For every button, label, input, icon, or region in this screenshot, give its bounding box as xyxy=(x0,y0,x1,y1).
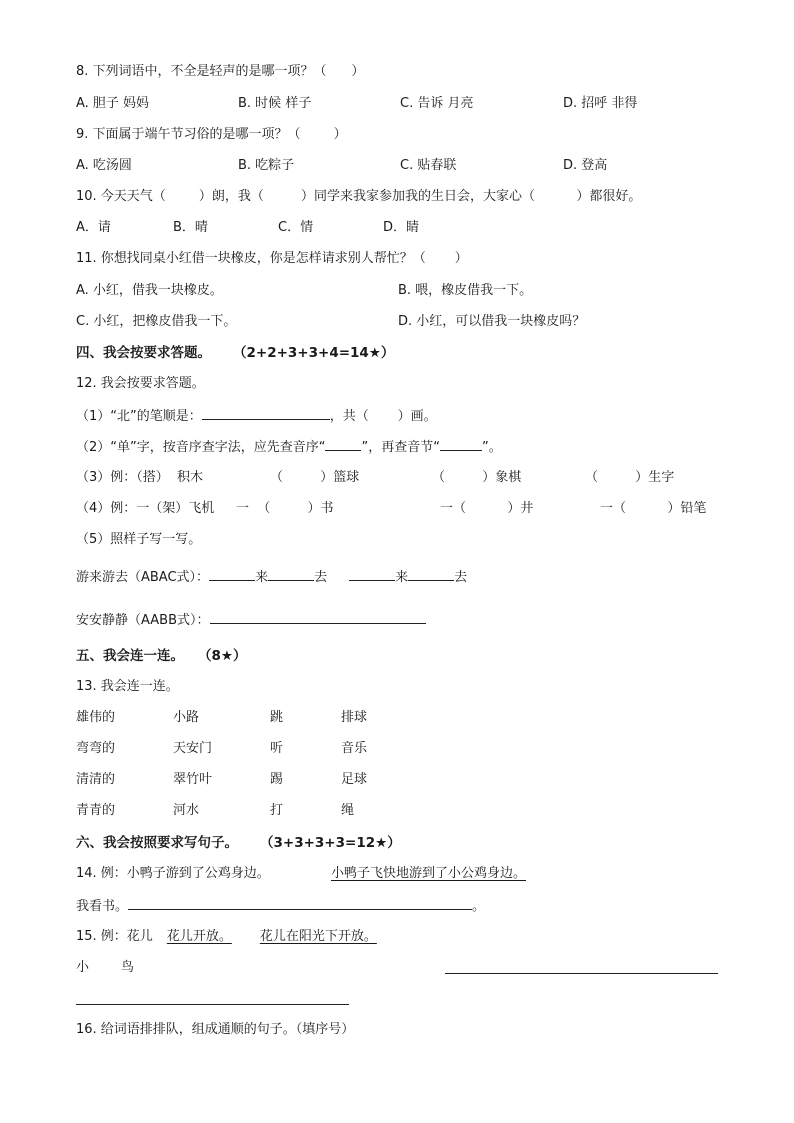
q13-col4-item[interactable]: 音乐 xyxy=(341,741,368,756)
q14-example: 14. 例：小鸭子游到了公鸡身边。 xyxy=(76,866,270,881)
q10-option-d: D．睛 xyxy=(383,220,420,235)
q13-col4-item[interactable]: 排球 xyxy=(341,710,368,725)
abac-blank-2[interactable] xyxy=(268,568,314,581)
q15-example-word: 15. 例：花儿 xyxy=(76,929,153,944)
aabb-label: 安安静静（AABB式）： xyxy=(76,613,210,628)
q11-stem: 11. 你想找同桌小红借一块橡皮，你是怎样请求别人帮忙？（ ） xyxy=(76,251,468,266)
abac-label: 游来游去（ABAC式）： xyxy=(76,570,210,585)
abac-blank-1[interactable] xyxy=(209,568,255,581)
aabb-row xyxy=(76,611,426,630)
q13-col2-item[interactable]: 小路 xyxy=(173,710,200,725)
q13-col1-item[interactable]: 清清的 xyxy=(76,772,116,787)
q13-col3-item[interactable]: 打 xyxy=(270,803,284,818)
q12-part3-item1: （ ）篮球 xyxy=(270,470,360,485)
q14-task-row xyxy=(76,897,485,916)
q12-part4-item2: 一（ ）井 xyxy=(440,501,534,516)
stroke-order-blank[interactable] xyxy=(202,407,330,420)
abac-qu-1: 去 xyxy=(314,570,328,585)
section-4-title: 四、我会按要求答题。 xyxy=(76,345,211,361)
q13-col4-item[interactable]: 足球 xyxy=(341,772,368,787)
q8-option-b: B. 时候 样子 xyxy=(238,96,312,111)
abac-row xyxy=(76,568,467,587)
aabb-blank[interactable] xyxy=(210,611,426,624)
q10-stem: 10. 今天天气（ ）朗，我（ ）同学来我家参加我的生日会，大家心（ ）都很好。 xyxy=(76,189,642,204)
q11-option-c: C. 小红，把橡皮借我一下。 xyxy=(76,314,237,329)
q9-option-a: A. 吃汤圆 xyxy=(76,158,132,173)
q12-part3-item3: （ ）生字 xyxy=(585,470,675,485)
section-5-heading xyxy=(76,647,247,665)
q11-option-b: B. 喂，橡皮借我一下。 xyxy=(398,283,533,298)
section-6-score: （3+3+3+3=12★） xyxy=(260,835,401,851)
q15-answer-line-1[interactable] xyxy=(445,973,718,974)
q13-col1-item[interactable]: 弯弯的 xyxy=(76,741,116,756)
q12-part3-example: （3）例：（搭） 积木 xyxy=(76,470,204,485)
q15-example-short: 花儿开放。 xyxy=(166,929,232,944)
section-6-title: 六、我会按照要求写句子。 xyxy=(76,835,238,851)
q13-col1-item[interactable]: 青青的 xyxy=(76,803,116,818)
q8-option-c: C. 告诉 月亮 xyxy=(400,96,474,111)
abac-blank-4[interactable] xyxy=(408,568,454,581)
section-6-heading xyxy=(76,834,401,852)
section-5-title: 五、我会连一连。 xyxy=(76,648,184,664)
q11-option-a: A. 小红，借我一块橡皮。 xyxy=(76,283,223,298)
q15-bird-1: 小 xyxy=(76,960,90,975)
q12-part2-middle: ”，再查音节“ xyxy=(361,440,440,455)
abac-qu-2: 去 xyxy=(454,570,468,585)
q15-answer-line-2[interactable] xyxy=(76,1004,349,1005)
q12-part5: （5）照样子写一写。 xyxy=(76,532,202,547)
q15-bird-2: 鸟 xyxy=(121,960,135,975)
q12-part3-item2: （ ）象棋 xyxy=(432,470,522,485)
q12-part1-suffix: ，共（ ）画。 xyxy=(329,409,437,424)
q12-part2-prompt: （2）“单”字，按音序查字法，应先查音序“ xyxy=(76,440,326,455)
q13-col3-item[interactable]: 跳 xyxy=(270,710,284,725)
q8-option-d: D. 招呼 非得 xyxy=(563,96,638,111)
q11-option-d: D. 小红，可以借我一块橡皮吗？ xyxy=(398,314,586,329)
phonetic-order-blank[interactable] xyxy=(325,438,361,451)
abac-lai-1: 来 xyxy=(255,570,269,585)
q15-example-row xyxy=(76,928,377,946)
q12-part1 xyxy=(76,407,437,426)
syllable-blank[interactable] xyxy=(440,438,482,451)
q8-option-a: A. 胆子 妈妈 xyxy=(76,96,150,111)
q13-col3-item[interactable]: 听 xyxy=(270,741,284,756)
q13-col1-item[interactable]: 雄伟的 xyxy=(76,710,116,725)
q12-part4-example: （4）例：一（架）飞机 xyxy=(76,501,215,516)
q14-period: 。 xyxy=(472,899,486,914)
q12-part2 xyxy=(76,438,502,457)
q15-example-long: 花儿在阳光下开放。 xyxy=(259,929,377,944)
section-5-score: （8★） xyxy=(198,648,247,664)
q13-col2-item[interactable]: 翠竹叶 xyxy=(173,772,213,787)
q10-option-a: A．请 xyxy=(76,220,111,235)
q12-part4-item1: 一 （ ）书 xyxy=(236,501,334,516)
q12-part1-prompt: （1）“北”的笔顺是： xyxy=(76,409,202,424)
q16-stem: 16. 给词语排排队，组成通顺的句子。（填序号） xyxy=(76,1022,355,1037)
q13-col4-item[interactable]: 绳 xyxy=(341,803,355,818)
q10-option-b: B．晴 xyxy=(173,220,208,235)
q12-part2-suffix: ”。 xyxy=(481,440,502,455)
q8-stem: 8. 下列词语中，不全是轻声的是哪一项？（ ） xyxy=(76,64,365,79)
abac-lai-2: 来 xyxy=(395,570,409,585)
q9-option-b: B. 吃粽子 xyxy=(238,158,295,173)
section-4-heading xyxy=(76,344,394,362)
abac-blank-3[interactable] xyxy=(349,568,395,581)
q13-col3-item[interactable]: 踢 xyxy=(270,772,284,787)
q13-col2-item[interactable]: 河水 xyxy=(173,803,200,818)
q10-option-c: C．情 xyxy=(278,220,314,235)
q14-example-answer: 小鸭子飞快地游到了小公鸡身边。 xyxy=(331,866,527,881)
q14-task: 我看书。 xyxy=(76,899,129,914)
q13-col2-item[interactable]: 天安门 xyxy=(173,741,213,756)
q9-option-c: C. 贴春联 xyxy=(400,158,457,173)
section-4-score: （2+2+3+3+4=14★） xyxy=(233,345,395,361)
q9-stem: 9. 下面属于端午节习俗的是哪一项？（ ） xyxy=(76,127,347,142)
q14-answer-blank[interactable] xyxy=(128,897,472,910)
q13-stem: 13. 我会连一连。 xyxy=(76,679,179,694)
q12-stem: 12. 我会按要求答题。 xyxy=(76,376,205,391)
q12-part4-item3: 一（ ）铅笔 xyxy=(600,501,707,516)
q9-option-d: D. 登高 xyxy=(563,158,608,173)
